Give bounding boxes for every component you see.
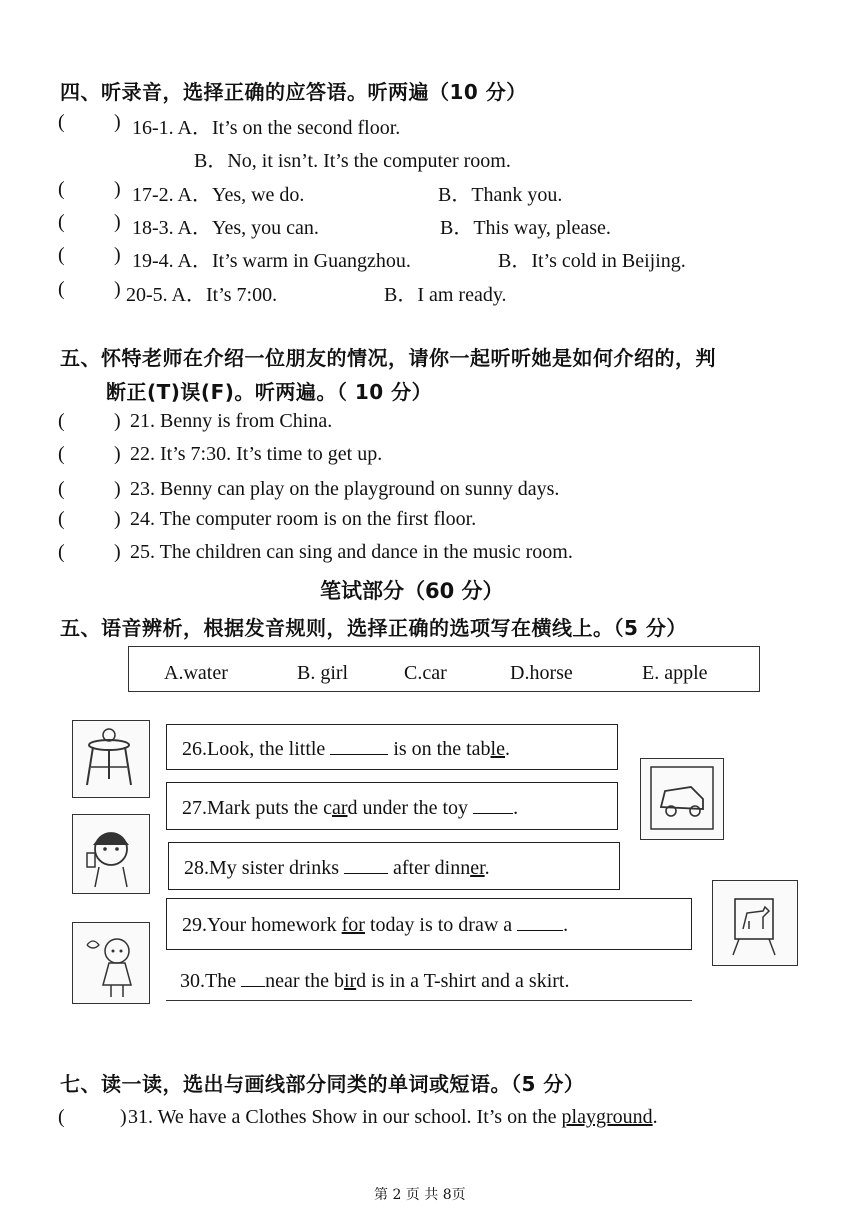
question-19: 19-4. A．It’s warm in Guangzhou. [132,250,411,272]
section-7-title: 七、读一读，选出与画线部分同类的单词或短语。（5 分） [60,1072,585,1096]
sentence-30-part: 30.The [180,970,237,992]
option-c: C.car [404,662,447,684]
answer-paren: ( [58,541,65,563]
question-18: 18-3. A．Yes, you can. [132,217,319,239]
statement-25: 25. The children can sing and dance in the music room. [130,541,573,563]
statement-22: 22. It’s 7:30. It’s time to get up. [130,443,383,465]
period: . [513,797,519,819]
answer-paren: ( [58,443,65,465]
answer-paren: ) [114,541,121,563]
sentence-30-underline [166,1000,692,1001]
underlined-sound: ir [343,970,357,992]
sentence-27-part: d under the toy [347,797,469,819]
section-4-title: 四、听录音，选择正确的应答语。听两遍（10 分） [60,80,527,104]
period: . [504,738,510,760]
answer-blank-29[interactable] [517,914,563,931]
answer-blank-27[interactable] [473,797,513,814]
question-17-option-b: B．Thank you. [438,184,563,206]
sentence-29-part: today is to draw a [369,914,513,936]
sentence-28 [184,857,490,880]
question-31 [128,1106,658,1129]
question-16: 16-1. A．It’s on the second floor. [132,117,401,139]
option-b: B. girl [297,662,349,684]
option-e: E. apple [642,662,708,684]
horse-easel-icon [713,881,797,965]
option-a: A.water [164,662,228,684]
answer-paren-open: ( [58,211,65,233]
answer-paren-open: ( [58,1106,65,1128]
answer-paren: ) [114,478,121,500]
sentence-30-part: near the b [265,970,344,992]
sentence-29 [182,914,568,937]
toy-car-icon [641,759,723,839]
sentence-30-part: d is in a T-shirt and a skirt. [356,970,570,992]
answer-paren: ( [58,508,65,530]
stool-apple-picture [72,720,150,798]
underlined-sound: for [341,914,365,936]
girl-bird-picture [72,922,150,1004]
girl-drinking-picture [72,814,150,894]
question-20-option-b: B．I am ready. [384,284,507,306]
answer-paren-close: ) [114,278,121,300]
underlined-sound: le [490,738,505,760]
statement-24: 24. The computer room is on the first floor. [130,508,477,530]
horse-drawing-picture [712,880,798,966]
girl-bird-icon [73,923,149,1003]
sentence-26-part: 26.Look, the little [182,738,326,760]
answer-paren-open: ( [58,111,65,133]
page-number: 第 2 页 共 8页 [374,1187,466,1203]
question-19-option-b: B．It’s cold in Beijing. [498,250,686,272]
question-31-text: 31. We have a Clothes Show in our school. It’s on the [128,1106,557,1128]
sentence-29-part: 29.Your homework [182,914,337,936]
underlined-sound: er [470,857,485,879]
sentence-26-part: is on the tab [393,738,491,760]
answer-paren-close: ) [114,211,121,233]
answer-paren-close: ) [114,111,121,133]
answer-blank-30[interactable] [241,970,265,987]
answer-paren-close: ) [120,1106,127,1128]
sentence-27-part: 27.Mark puts the c [182,797,332,819]
sentence-26 [182,738,510,761]
answer-paren: ) [114,410,121,432]
answer-paren-open: ( [58,244,65,266]
statement-21: 21. Benny is from China. [130,410,333,432]
sentence-28-part: after dinn [393,857,471,879]
answer-paren-open: ( [58,178,65,200]
sentence-27 [182,797,518,820]
period: . [652,1106,658,1128]
written-part-title: 笔试部分（60 分） [320,579,504,603]
section-6-title: 五、语音辨析，根据发音规则，选择正确的选项写在横线上。（5 分） [60,616,687,640]
section-5-title-line1: 五、怀特老师在介绍一位朋友的情况，请你一起听听她是如何介绍的，判 [60,346,716,370]
question-17: 17-2. A．Yes, we do. [132,184,305,206]
stool-icon [73,721,149,797]
period: . [484,857,490,879]
period: . [563,914,569,936]
section-5-title-line2: 断正(T)误(F)。听两遍。（ 10 分） [106,380,433,404]
question-16-option-b: B．No, it isn’t. It’s the computer room. [194,150,511,172]
underlined-word: playground [561,1106,653,1128]
answer-paren: ) [114,508,121,530]
underlined-sound: ar [331,797,348,819]
sentence-30 [180,970,570,993]
toy-car-picture [640,758,724,840]
girl-drinking-icon [73,815,149,893]
answer-blank-28[interactable] [344,857,388,874]
question-18-option-b: B．This way, please. [440,217,611,239]
answer-paren: ( [58,410,65,432]
statement-23: 23. Benny can play on the playground on sunny days. [130,478,560,500]
question-20: 20-5. A．It’s 7:00. [126,284,278,306]
answer-blank-26[interactable] [330,738,388,755]
answer-paren: ) [114,443,121,465]
answer-paren-close: ) [114,178,121,200]
answer-paren-close: ) [114,244,121,266]
answer-paren: ( [58,478,65,500]
answer-paren-open: ( [58,278,65,300]
option-d: D.horse [510,662,573,684]
sentence-28-part: 28.My sister drinks [184,857,339,879]
